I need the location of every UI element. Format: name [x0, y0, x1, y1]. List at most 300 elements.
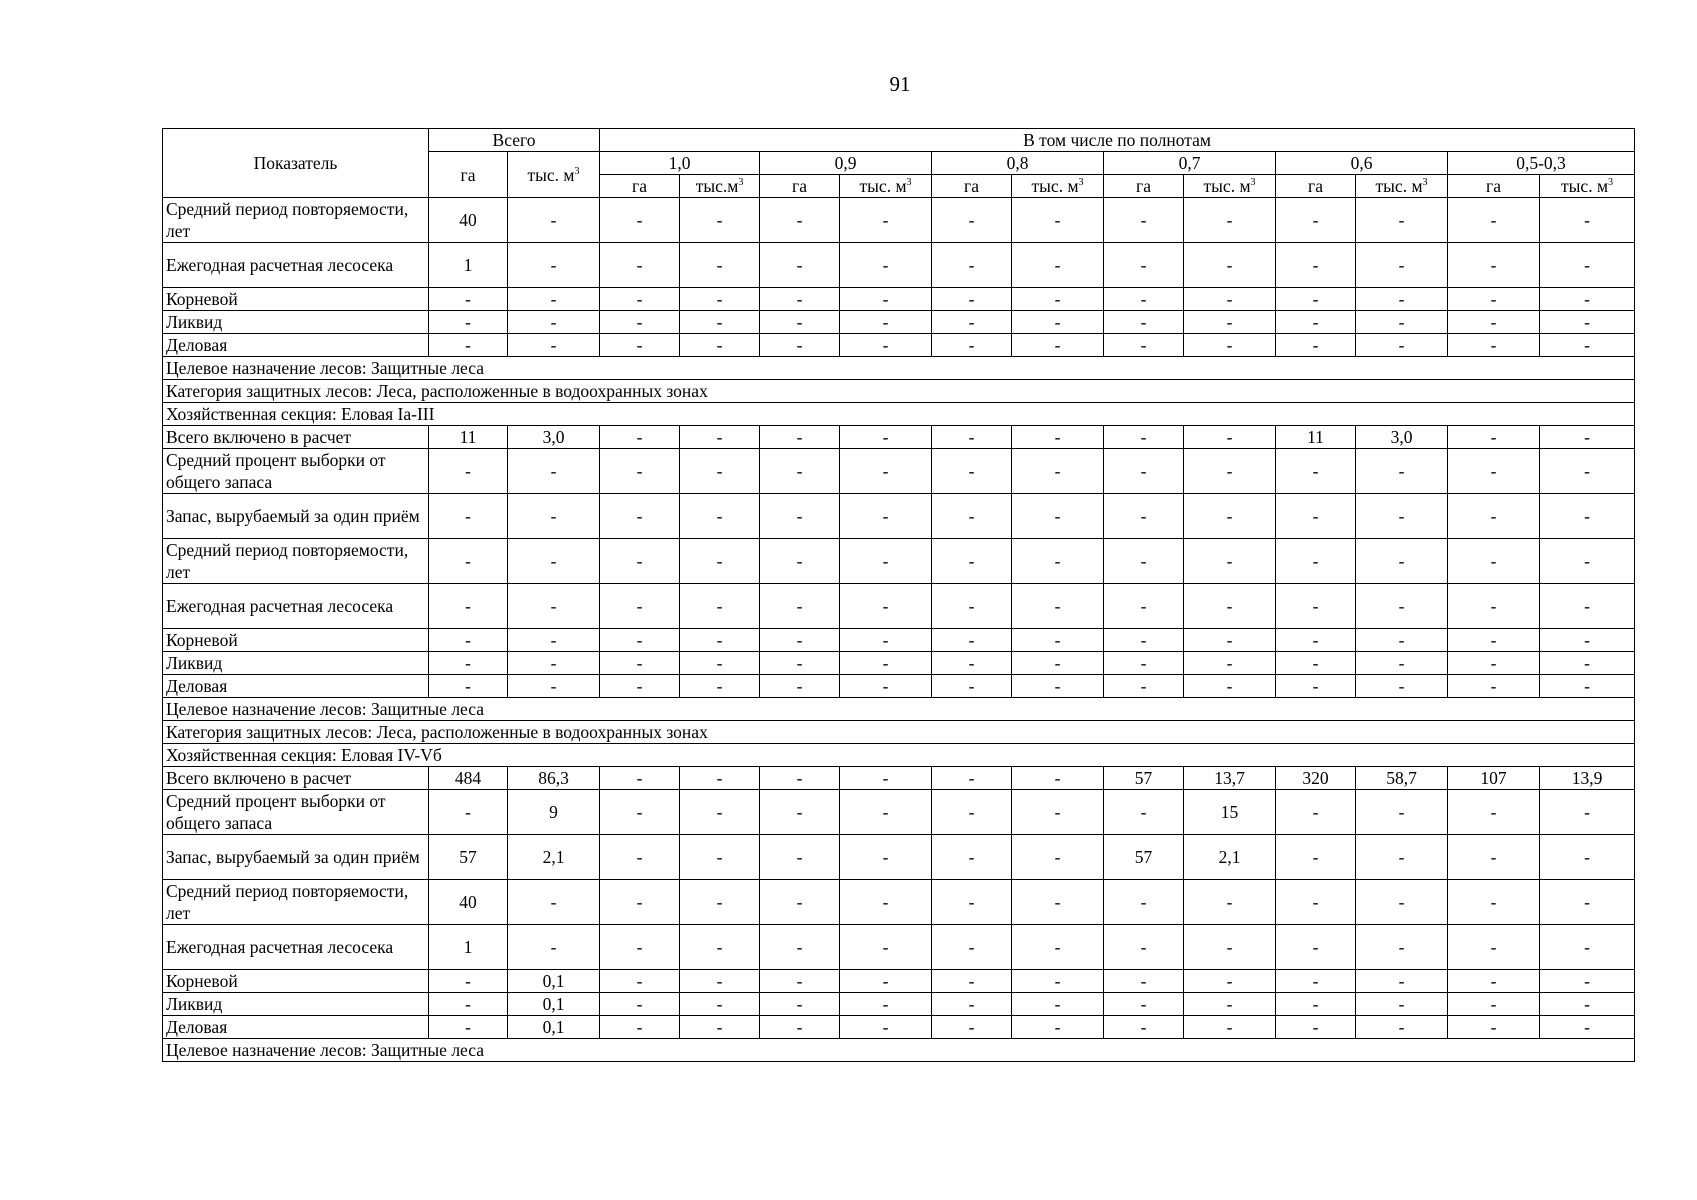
table-cell: 2,1: [1184, 835, 1276, 880]
table-cell: -: [932, 790, 1012, 835]
table-cell: -: [1276, 1016, 1356, 1039]
table-cell: -: [840, 243, 932, 288]
section-row: [163, 744, 1635, 767]
table-cell: -: [840, 198, 932, 243]
table-cell: -: [932, 311, 1012, 334]
row-label: Деловая: [163, 1016, 429, 1039]
table-cell: -: [1356, 539, 1448, 584]
table-cell: -: [600, 970, 680, 993]
table-cell: -: [1104, 334, 1184, 357]
table-cell: -: [1184, 449, 1276, 494]
header-ha: га: [760, 175, 840, 198]
table-cell: -: [1104, 629, 1184, 652]
table-cell: -: [840, 494, 932, 539]
table-cell: 57: [1104, 835, 1184, 880]
table-cell: -: [680, 652, 760, 675]
table-cell: -: [932, 539, 1012, 584]
table-cell: -: [932, 925, 1012, 970]
table-cell: -: [840, 993, 932, 1016]
table-cell: -: [760, 426, 840, 449]
table-cell: -: [1448, 925, 1540, 970]
table-cell: -: [1448, 243, 1540, 288]
table-cell: -: [1276, 675, 1356, 698]
table-cell: -: [1356, 835, 1448, 880]
table-cell: -: [508, 539, 600, 584]
table-cell: -: [600, 1016, 680, 1039]
table-cell: -: [1184, 584, 1276, 629]
table-cell: 107: [1448, 767, 1540, 790]
table-cell: -: [429, 1016, 508, 1039]
table-cell: -: [1104, 970, 1184, 993]
table-cell: -: [1356, 288, 1448, 311]
table-cell: -: [1540, 243, 1635, 288]
table-row: [163, 993, 1635, 1016]
section-label: Хозяйственная секция: Еловая IV-Vб: [163, 744, 1635, 767]
table-cell: -: [840, 675, 932, 698]
table-cell: 9: [508, 790, 600, 835]
table-cell: -: [1356, 198, 1448, 243]
table-cell: -: [1448, 288, 1540, 311]
table-cell: -: [1356, 584, 1448, 629]
table-cell: -: [1276, 880, 1356, 925]
table-cell: 2,1: [508, 835, 600, 880]
table-cell: -: [680, 675, 760, 698]
table-cell: -: [932, 198, 1012, 243]
table-cell: -: [1448, 880, 1540, 925]
table-cell: -: [1012, 243, 1104, 288]
table-cell: -: [600, 243, 680, 288]
table-cell: -: [600, 449, 680, 494]
table-cell: -: [840, 652, 932, 675]
table-cell: -: [1448, 993, 1540, 1016]
table-cell: -: [508, 243, 600, 288]
table-cell: -: [1012, 629, 1104, 652]
table-cell: 40: [429, 880, 508, 925]
table-cell: -: [1104, 243, 1184, 288]
header-density-0-7: 0,7: [1104, 152, 1276, 175]
table-cell: -: [508, 311, 600, 334]
table-cell: -: [1356, 449, 1448, 494]
table-header: [163, 129, 1635, 198]
table-cell: -: [1540, 539, 1635, 584]
table-cell: -: [840, 334, 932, 357]
section-row: [163, 721, 1635, 744]
table-cell: -: [1012, 790, 1104, 835]
table-cell: 11: [1276, 426, 1356, 449]
section-row: [163, 357, 1635, 380]
table-cell: -: [1276, 970, 1356, 993]
table-cell: -: [760, 334, 840, 357]
table-row: [163, 334, 1635, 357]
table-cell: -: [1012, 494, 1104, 539]
table-row: [163, 426, 1635, 449]
table-cell: -: [1540, 993, 1635, 1016]
table-cell: -: [840, 426, 932, 449]
table-cell: -: [600, 198, 680, 243]
table-cell: -: [1012, 970, 1104, 993]
section-label: Целевое назначение лесов: Защитные леса: [163, 1039, 1635, 1062]
table-cell: -: [1012, 539, 1104, 584]
header-indicator: Показатель: [163, 129, 429, 198]
table-cell: 86,3: [508, 767, 600, 790]
table-row: [163, 288, 1635, 311]
section-row: [163, 380, 1635, 403]
table-cell: -: [760, 925, 840, 970]
table-cell: -: [1012, 426, 1104, 449]
table-cell: -: [1540, 584, 1635, 629]
table-cell: -: [429, 675, 508, 698]
table-cell: -: [508, 449, 600, 494]
table-cell: -: [680, 629, 760, 652]
table-cell: -: [1356, 880, 1448, 925]
section-label: Целевое назначение лесов: Защитные леса: [163, 357, 1635, 380]
row-label: Ежегодная расчетная лесосека: [163, 243, 429, 288]
table-cell: -: [1448, 1016, 1540, 1039]
table-cell: -: [932, 584, 1012, 629]
table-cell: 58,7: [1356, 767, 1448, 790]
header-density-0-6: 0,6: [1276, 152, 1448, 175]
table-cell: -: [1540, 880, 1635, 925]
table-cell: -: [1012, 652, 1104, 675]
table-cell: -: [680, 767, 760, 790]
table-cell: -: [680, 288, 760, 311]
table-row: [163, 198, 1635, 243]
table-cell: -: [1276, 288, 1356, 311]
table-cell: -: [680, 449, 760, 494]
table-row: [163, 675, 1635, 698]
table-cell: -: [1184, 288, 1276, 311]
table-cell: -: [508, 652, 600, 675]
table-cell: -: [1448, 334, 1540, 357]
table-cell: -: [1356, 243, 1448, 288]
table-cell: -: [760, 288, 840, 311]
row-label: Деловая: [163, 334, 429, 357]
table-cell: -: [760, 629, 840, 652]
table-cell: -: [1276, 925, 1356, 970]
table-cell: -: [760, 993, 840, 1016]
table-cell: -: [1540, 426, 1635, 449]
table-cell: -: [1184, 334, 1276, 357]
table-row: [163, 1016, 1635, 1039]
table-cell: -: [1448, 198, 1540, 243]
table-row: [163, 584, 1635, 629]
table-cell: -: [1104, 790, 1184, 835]
forest-yield-table: [162, 128, 1635, 1062]
table-cell: -: [932, 970, 1012, 993]
table-cell: -: [1540, 790, 1635, 835]
table-cell: -: [840, 311, 932, 334]
table-cell: -: [1012, 311, 1104, 334]
table-row: [163, 835, 1635, 880]
table-cell: -: [429, 993, 508, 1016]
table-cell: 3,0: [508, 426, 600, 449]
table-cell: -: [1356, 1016, 1448, 1039]
table-cell: -: [1104, 198, 1184, 243]
table-cell: -: [680, 584, 760, 629]
table-cell: -: [760, 198, 840, 243]
table-cell: -: [429, 334, 508, 357]
header-volume: тыс. $м^3$: [1540, 175, 1635, 198]
table-cell: -: [429, 970, 508, 993]
table-cell: -: [1540, 449, 1635, 494]
header-total-volume: тыс. $м^3$: [508, 152, 600, 198]
table-cell: -: [1104, 539, 1184, 584]
row-label: Запас, вырубаемый за один приём: [163, 494, 429, 539]
table-cell: -: [508, 198, 600, 243]
table-cell: -: [840, 1016, 932, 1039]
table-cell: -: [1184, 880, 1276, 925]
table-cell: -: [1104, 675, 1184, 698]
table-cell: -: [600, 334, 680, 357]
table-cell: -: [600, 652, 680, 675]
header-volume: тыс. $м^3$: [1356, 175, 1448, 198]
row-label: Средний период повторяемости, лет: [163, 539, 429, 584]
table-cell: 3,0: [1356, 426, 1448, 449]
table-cell: -: [760, 243, 840, 288]
table-cell: -: [1104, 1016, 1184, 1039]
table-cell: -: [1448, 449, 1540, 494]
table-cell: -: [429, 584, 508, 629]
table-cell: 13,9: [1540, 767, 1635, 790]
section-label: Категория защитных лесов: Леса, расположенные в водоохранных зонах: [163, 721, 1635, 744]
table-cell: -: [1356, 629, 1448, 652]
table-cell: -: [1356, 311, 1448, 334]
table-cell: -: [760, 675, 840, 698]
table-row: [163, 925, 1635, 970]
table-cell: -: [932, 652, 1012, 675]
table-cell: -: [680, 198, 760, 243]
table-cell: -: [1184, 243, 1276, 288]
table-cell: -: [1356, 993, 1448, 1016]
table-cell: -: [600, 675, 680, 698]
table-cell: -: [1448, 652, 1540, 675]
section-label: Хозяйственная секция: Еловая Ia-III: [163, 403, 1635, 426]
table-cell: -: [1540, 629, 1635, 652]
row-label: Средний период повторяемости, лет: [163, 198, 429, 243]
table-cell: -: [680, 970, 760, 993]
table-cell: -: [932, 1016, 1012, 1039]
table-cell: 0,1: [508, 970, 600, 993]
row-label: Деловая: [163, 675, 429, 698]
table-cell: -: [1540, 835, 1635, 880]
table-cell: -: [1184, 494, 1276, 539]
table-cell: -: [760, 790, 840, 835]
table-cell: -: [508, 288, 600, 311]
table-cell: -: [600, 494, 680, 539]
table-cell: -: [760, 767, 840, 790]
table-row: [163, 539, 1635, 584]
table-cell: -: [932, 288, 1012, 311]
table-cell: -: [840, 584, 932, 629]
row-label: Корневой: [163, 288, 429, 311]
table-cell: -: [680, 494, 760, 539]
header-density-0-8: 0,8: [932, 152, 1104, 175]
header-density-1-0: 1,0: [600, 152, 760, 175]
table-cell: -: [760, 835, 840, 880]
table-cell: -: [508, 675, 600, 698]
header-volume: тыс. $м^3$: [1012, 175, 1104, 198]
table-cell: -: [1012, 334, 1104, 357]
table-cell: -: [1012, 993, 1104, 1016]
table-cell: -: [1276, 494, 1356, 539]
table-cell: -: [1540, 652, 1635, 675]
table-cell: -: [1276, 449, 1356, 494]
section-row: [163, 1039, 1635, 1062]
table-cell: -: [760, 449, 840, 494]
header-ha: га: [1448, 175, 1540, 198]
table-cell: -: [1184, 629, 1276, 652]
table-cell: -: [1276, 629, 1356, 652]
section-row: [163, 403, 1635, 426]
table-cell: -: [1540, 925, 1635, 970]
table-cell: -: [600, 426, 680, 449]
table-cell: -: [1012, 767, 1104, 790]
table-cell: 11: [429, 426, 508, 449]
table-cell: -: [1012, 880, 1104, 925]
table-cell: -: [508, 629, 600, 652]
table-cell: -: [1540, 288, 1635, 311]
table-cell: -: [760, 970, 840, 993]
table-cell: -: [429, 652, 508, 675]
header-density-0-5-0-3: 0,5-0,3: [1448, 152, 1635, 175]
table-cell: -: [1448, 790, 1540, 835]
table-cell: 15: [1184, 790, 1276, 835]
table-cell: -: [1276, 993, 1356, 1016]
table-cell: -: [1012, 449, 1104, 494]
page-number: 91: [889, 72, 911, 96]
table-row: [163, 970, 1635, 993]
header-ha: га: [1276, 175, 1356, 198]
table-cell: -: [1184, 652, 1276, 675]
table-cell: -: [600, 311, 680, 334]
table-cell: -: [932, 835, 1012, 880]
table-cell: 40: [429, 198, 508, 243]
header-volume: тыс. $м^3$: [1184, 175, 1276, 198]
table-cell: 0,1: [508, 1016, 600, 1039]
table-cell: -: [1276, 835, 1356, 880]
header-volume: $тыс.м^3$: [680, 175, 760, 198]
table-cell: -: [1540, 970, 1635, 993]
header-volume: тыс. $м^3$: [840, 175, 932, 198]
table-cell: -: [840, 629, 932, 652]
table-cell: -: [1540, 198, 1635, 243]
table-cell: -: [840, 925, 932, 970]
header-ha: га: [1104, 175, 1184, 198]
table-cell: 57: [1104, 767, 1184, 790]
row-label: Средний период повторяемости, лет: [163, 880, 429, 925]
table-cell: -: [840, 288, 932, 311]
table-cell: -: [840, 449, 932, 494]
table-cell: -: [600, 767, 680, 790]
row-label: Ежегодная расчетная лесосека: [163, 925, 429, 970]
table-cell: -: [1448, 675, 1540, 698]
table-row: [163, 629, 1635, 652]
table-cell: -: [1012, 675, 1104, 698]
table-cell: -: [1184, 925, 1276, 970]
table-cell: -: [508, 584, 600, 629]
table-row: [163, 243, 1635, 288]
row-label: Ежегодная расчетная лесосека: [163, 584, 429, 629]
table-cell: -: [680, 243, 760, 288]
table-cell: -: [760, 311, 840, 334]
section-label: Категория защитных лесов: Леса, расположенные в водоохранных зонах: [163, 380, 1635, 403]
table-cell: -: [760, 1016, 840, 1039]
table-cell: -: [1104, 494, 1184, 539]
table-cell: -: [1448, 629, 1540, 652]
table-cell: -: [932, 767, 1012, 790]
table-cell: -: [429, 539, 508, 584]
table-cell: -: [932, 880, 1012, 925]
table-cell: -: [1184, 539, 1276, 584]
table-cell: -: [932, 675, 1012, 698]
table-cell: -: [1276, 790, 1356, 835]
table-cell: -: [600, 880, 680, 925]
table-cell: -: [680, 993, 760, 1016]
table-cell: -: [1012, 584, 1104, 629]
row-label: Запас, вырубаемый за один приём: [163, 835, 429, 880]
table-cell: -: [600, 835, 680, 880]
row-label: Корневой: [163, 629, 429, 652]
table-cell: -: [1540, 494, 1635, 539]
table-cell: -: [508, 880, 600, 925]
table-cell: -: [429, 449, 508, 494]
table-cell: -: [1104, 925, 1184, 970]
table-cell: -: [840, 835, 932, 880]
table-cell: -: [600, 584, 680, 629]
section-row: [163, 698, 1635, 721]
table-cell: -: [680, 539, 760, 584]
table-cell: -: [760, 880, 840, 925]
table-cell: 57: [429, 835, 508, 880]
table-cell: -: [1184, 1016, 1276, 1039]
table-cell: -: [1448, 311, 1540, 334]
row-label: Ликвид: [163, 652, 429, 675]
table-cell: -: [1448, 494, 1540, 539]
table-cell: -: [840, 539, 932, 584]
table-cell: -: [600, 925, 680, 970]
table-cell: -: [932, 494, 1012, 539]
table-cell: -: [840, 790, 932, 835]
table-cell: -: [932, 993, 1012, 1016]
table-cell: -: [1104, 652, 1184, 675]
table-cell: -: [508, 494, 600, 539]
table-cell: -: [429, 494, 508, 539]
row-label: Ликвид: [163, 311, 429, 334]
table-cell: -: [508, 925, 600, 970]
row-label: Средний процент выборки от общего запаса: [163, 449, 429, 494]
table-cell: 13,7: [1184, 767, 1276, 790]
table-cell: -: [1540, 1016, 1635, 1039]
table-cell: -: [1356, 790, 1448, 835]
table-cell: -: [429, 311, 508, 334]
row-label: Корневой: [163, 970, 429, 993]
table-cell: -: [1184, 970, 1276, 993]
table-cell: -: [1448, 970, 1540, 993]
header-ha: га: [600, 175, 680, 198]
table-cell: -: [680, 790, 760, 835]
table-cell: -: [1104, 311, 1184, 334]
table-cell: -: [1012, 835, 1104, 880]
table-cell: -: [600, 790, 680, 835]
table-cell: -: [760, 652, 840, 675]
table-cell: -: [932, 243, 1012, 288]
table-cell: -: [932, 426, 1012, 449]
table-cell: -: [932, 629, 1012, 652]
table-cell: -: [1356, 494, 1448, 539]
table-cell: -: [680, 880, 760, 925]
table-cell: -: [429, 629, 508, 652]
table-cell: -: [680, 1016, 760, 1039]
